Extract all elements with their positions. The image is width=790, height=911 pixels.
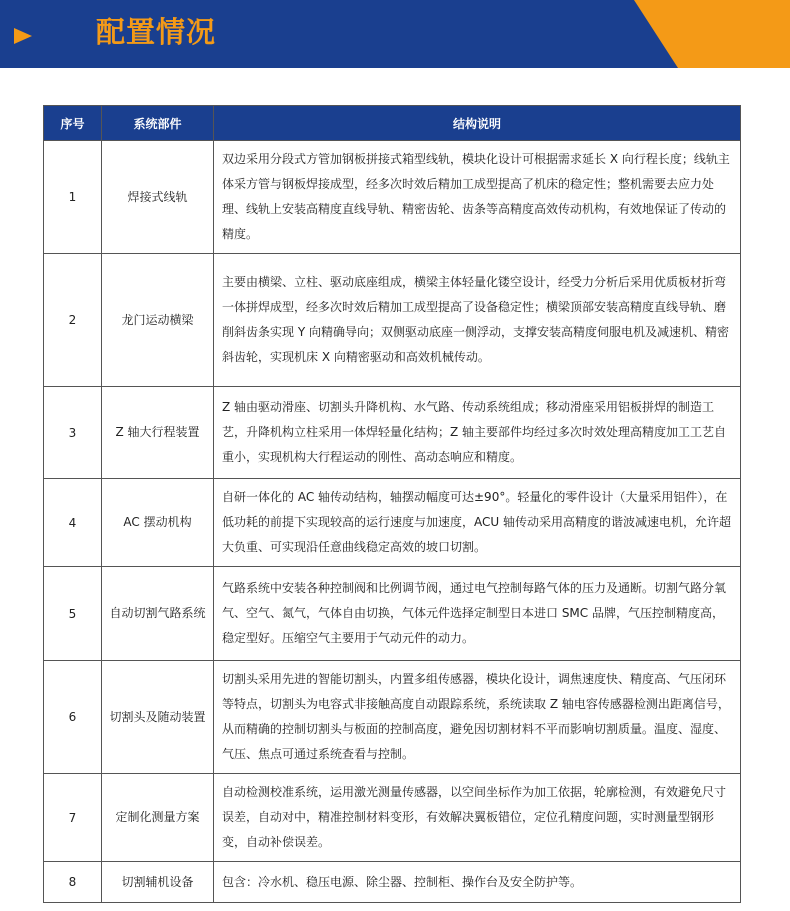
header-part: 系统部件 [102, 106, 214, 141]
row-desc: 包含：冷水机、稳压电源、除尘器、控制柜、操作台及安全防护等。 [214, 862, 741, 903]
row-no: 3 [44, 387, 102, 479]
table-row [44, 387, 741, 479]
row-desc: 切割头采用先进的智能切割头，内置多组传感器，模块化设计，调焦速度快、精度高、气压闭环等特点，切割头为电容式非接触高度自动跟踪系统，系统读取 Z 轴电容传感器检测出距离信号，从而精确的控制切割头与板面的控制高度，避免因切割材料不平而影响切割质量。温度、湿度、气压、焦点可通过系统查看与控制。 [214, 661, 741, 774]
row-no: 4 [44, 479, 102, 567]
row-desc: 自动检测校准系统，运用激光测量传感器，以空间坐标作为加工依据，轮廓检测，有效避免尺寸误差，自动对中，精准控制材料变形，有效解决翼板错位，定位孔精度问题，实时测量型钢形变，自动补偿误差。 [214, 774, 741, 862]
row-part: 切割头及随动装置 [102, 661, 214, 774]
play-arrow-icon [14, 28, 32, 44]
config-table [43, 105, 741, 903]
row-part: 龙门运动横梁 [102, 254, 214, 387]
page-title: 配置情况 [96, 15, 217, 49]
row-part: AC 摆动机构 [102, 479, 214, 567]
table-row [44, 774, 741, 862]
row-no: 7 [44, 774, 102, 862]
header-no: 序号 [44, 106, 102, 141]
row-part: Z 轴大行程装置 [102, 387, 214, 479]
header-banner [0, 0, 790, 68]
row-no: 8 [44, 862, 102, 903]
row-desc: Z 轴由驱动滑座、切割头升降机构、水气路、传动系统组成；移动滑座采用铝板拼焊的制造工艺，升降机构立柱采用一体焊轻量化结构；Z 轴主要部件均经过多次时效处理高精度加工工艺自重小，实现机构大行程运动的刚性、高动态响应和精度。 [214, 387, 741, 479]
row-no: 1 [44, 141, 102, 254]
row-part: 定制化测量方案 [102, 774, 214, 862]
row-part: 自动切割气路系统 [102, 567, 214, 661]
row-desc: 主要由横梁、立柱、驱动底座组成，横梁主体轻量化镂空设计，经受力分析后采用优质板材折弯一体拼焊成型，经多次时效后精加工成型提高了设备稳定性；横梁顶部安装高精度直线导轨、磨削斜齿条实现 Y 向精确导向；双侧驱动底座一侧浮动，支撑安装高精度伺服电机及减速机、精密斜齿轮，实现机床 X 向精密驱动和高效机械传动。 [214, 254, 741, 387]
table-row [44, 479, 741, 567]
header-desc: 结构说明 [214, 106, 741, 141]
table-row [44, 567, 741, 661]
table-row [44, 862, 741, 903]
table-row [44, 141, 741, 254]
table-row [44, 661, 741, 774]
table-header-row [44, 106, 741, 141]
row-no: 6 [44, 661, 102, 774]
banner-orange-stripe [590, 0, 790, 68]
row-desc: 气路系统中安装各种控制阀和比例调节阀，通过电气控制每路气体的压力及通断。切割气路分氧气、空气、氮气，气体自由切换，气体元件选择定制型日本进口 SMC 品牌，气压控制精度高，稳定型好。压缩空气主要用于气动元件的动力。 [214, 567, 741, 661]
row-part: 切割辅机设备 [102, 862, 214, 903]
row-desc: 双边采用分段式方管加钢板拼接式箱型线轨，模块化设计可根据需求延长 X 向行程长度；线轨主体采方管与钢板焊接成型，经多次时效后精加工成型提高了机床的稳定性；整机需要去应力处理、线轨上安装高精度直线导轨、精密齿轮、齿条等高精度高效传动机构，有效地保证了传动的精度。 [214, 141, 741, 254]
row-part: 焊接式线轨 [102, 141, 214, 254]
table-row [44, 254, 741, 387]
row-no: 2 [44, 254, 102, 387]
row-no: 5 [44, 567, 102, 661]
row-desc: 自研一体化的 AC 轴传动结构，轴摆动幅度可达±90°。轻量化的零件设计（大量采用铝件），在低功耗的前提下实现较高的运行速度与加速度，ACU 轴传动采用高精度的谐波减速电机，允许超大负重、可实现沿任意曲线稳定高效的坡口切割。 [214, 479, 741, 567]
